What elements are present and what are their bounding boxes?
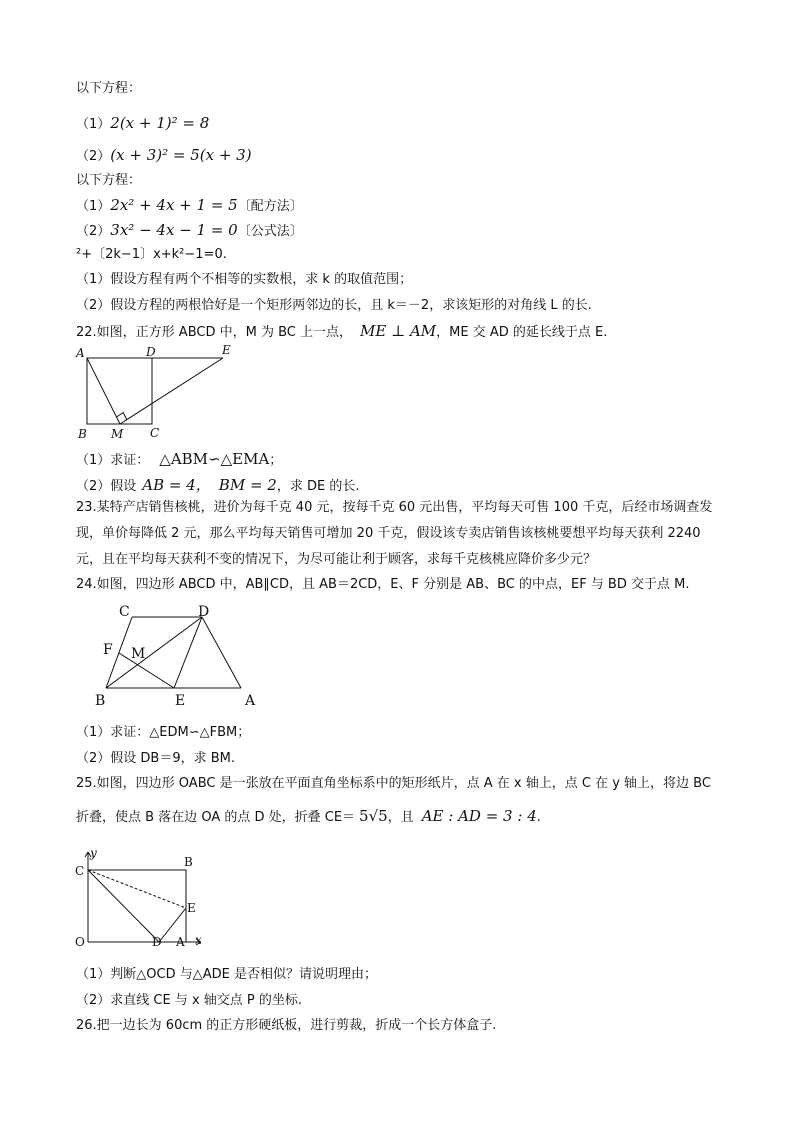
label-b: B [95,693,106,709]
math-expression: BM = 2 [218,476,277,494]
question-25: 25.如图，四边形 OABC 是一张放在平面直角坐标系中的矩形纸片，点 A 在 x 轴上，点 C 在 y 轴上，将边 BC [76,776,711,791]
math-expression: 5√5 [359,807,388,825]
text-span: . [536,810,541,825]
question-22-part-1 [76,450,282,470]
math-expression: 2x² + 4x + 1 = 5 [110,196,238,214]
question-22 [76,322,607,342]
text-span: （1）求证： [76,453,150,468]
label-d: D [146,345,156,359]
label-f: F [103,642,113,658]
equation-1 [76,114,209,134]
item-label: （1） [76,117,111,132]
label-x: x [195,933,202,947]
math-expression: AB = 4， [142,476,211,494]
text-span: （2）假设 [76,479,137,494]
label-e: E [175,693,186,709]
segment-cd [88,870,159,942]
label-a: A [245,693,256,709]
text-span: 22.如图，正方形 ABCD 中，M 为 BC 上一点， [76,325,352,340]
math-expression: △ABM∽△EMA [159,450,270,468]
label-e: E [187,901,196,915]
math-expression: AE : AD = 3 : 4 [421,807,537,825]
item-label: （2） [76,224,111,239]
text-line: （2）假设方程的两根恰好是一个矩形两邻边的长，且 k＝－2，求该矩形的对角线 L 的长. [76,298,592,313]
question-24-part-1: （1）求证：△EDM∽△FBM； [76,725,251,740]
label-d: D [152,935,162,949]
label-c: C [150,426,160,440]
question-25-part-2: （2）求直线 CE 与 x 轴交点 P 的坐标. [76,993,303,1008]
label-e: E [222,343,231,357]
right-angle-mark [116,413,126,420]
rectangle-sides-cb-ba [88,870,186,942]
equation-4 [76,221,303,241]
label-b: B [78,427,87,441]
label-b: B [184,855,193,869]
math-expression: (x + 3)² = 5(x + 3) [110,146,252,164]
question-23: 23.某特产店销售核桃，进价为每千克 40 元，按每千克 60 元出售，平均每天可售 100 千克，后经市场调查发现，单价每降低 2 元，那么平均每天销售可增加 20 千克，假设该专卖店销售该核桃要想平均每天获利 2240 元，且在平均每天获利不变的情况下，为尽可能让利于顾客，求每千克核桃应降价多少元？ [76,500,713,567]
math-expression: ME ⊥ AM [360,322,437,340]
equation-3 [76,196,303,216]
text-line: ²+〔2k−1〕x+k²−1=0. [76,247,227,262]
text-span: 折叠，使点 B 落在边 OA 的点 D 处，折叠 CE＝ [76,810,356,825]
question-22-part-2 [76,476,359,496]
text-line: （1）假设方程有两个不相等的实数根，求 k 的取值范围； [76,272,413,287]
question-25-part-1: （1）判断△OCD 与△ADE 是否相似？请说明理由； [76,967,377,982]
text-span: ，ME 交 AD 的延长线于点 E. [436,325,608,340]
item-label: （1） [76,199,111,214]
segment-da [202,617,241,688]
label-m: M [131,646,146,662]
text-span: ； [269,453,283,468]
segment-am [87,358,120,424]
question-26: 26.把一边长为 60cm 的正方形硬纸板，进行剪裁，折成一个长方体盒子. [76,1018,497,1033]
label-a: A [76,346,85,360]
math-expression: 3x² − 4x − 1 = 0 [110,221,238,239]
segment-me [120,358,223,424]
label-a: A [176,935,185,949]
square-abcd [87,358,152,424]
label-c: C [119,604,130,620]
math-expression: 2(x + 1)² = 8 [110,114,210,132]
figure-25-coordinate [74,842,209,952]
text-span: ，且 [387,810,414,825]
label-c: C [75,864,85,878]
figure-22-square [76,342,251,442]
question-25-line-2 [76,807,541,827]
text-line: 以下方程： [76,173,142,188]
method-note: 〔公式法〕 [237,224,303,239]
label-m: M [111,427,124,441]
equation-2 [76,146,252,166]
item-label: （2） [76,149,111,164]
label-o: O [75,935,85,949]
fold-line-ce [88,870,186,908]
question-24-part-2: （2）假设 DB＝9，求 BM. [76,751,236,766]
label-d: D [198,604,210,620]
text-line: 以下方程： [76,81,142,96]
figure-24-trapezoid [90,598,265,710]
text-span: ，求 DE 的长. [276,479,360,494]
question-24: 24.如图，四边形 ABCD 中，AB∥CD，且 AB＝2CD，E、F 分别是 AB、BC 的中点，EF 与 BD 交于点 M. [76,577,690,592]
method-note: 〔配方法〕 [237,199,303,214]
label-y: y [90,846,97,860]
